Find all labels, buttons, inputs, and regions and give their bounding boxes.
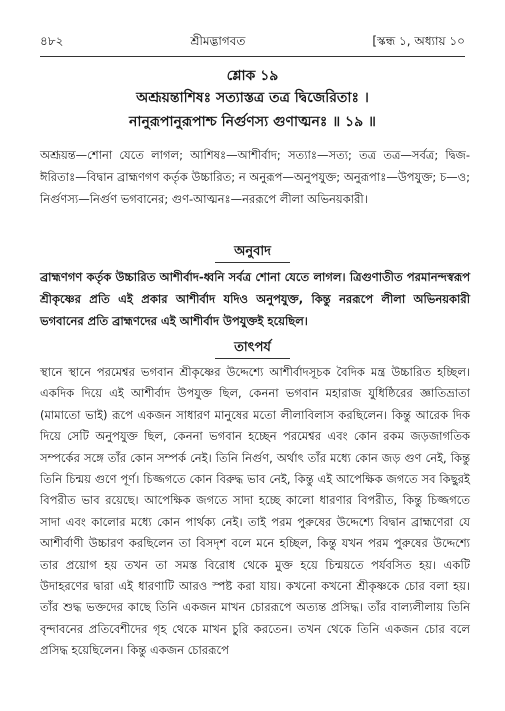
verse-title: শ্লোক ১৯ (226, 68, 279, 84)
book-title: শ্রীমদ্ভাগবত (190, 34, 246, 48)
translation-text: ব্রাহ্মণগণ কর্তৃক উচ্চারিত আশীর্বাদ-ধ্বনি সর্বত্র শোনা যেতে লাগল। ত্রিগুণাতীত পরমানন্দস্বরূপ শ্রীকৃষ্ণের প্রতি এই প্রকার আশীর্বাদ যদিও অনুপযুক্ত, কিন্তু নররূপে লীলা অভিনয়কারী ভগবানের প্রতি ব্রাহ্মণদের এই আশীর্বাদ উপযুক্তই হয়েছিল। (40, 270, 470, 328)
purport-heading: তাৎপর্য (234, 340, 271, 355)
page-number: ৪৮২ (40, 34, 64, 48)
word-synonyms: অশ্রূয়ন্ত—শোনা যেতে লাগল; আশিষঃ—আশীর্বাদ; সত্যাঃ—সত্য; তত্র তত্র—সর্বত্র; দ্বিজ-ঈরিতাঃ—বিদ্বান ব্রাহ্মণগণ কর্তৃক উচ্চারিত; ন অনুরূপ—অনুপযুক্ত; অনুরূপাঃ—উপযুক্ত; চ—ও; নির্গুণস্য—নির্গুণ ভগবানের; গুণ-আত্মনঃ—নররূপে লীলা অভিনয়কারী। (40, 148, 470, 206)
purport-heading-rule (215, 358, 290, 359)
translation-heading: অনুবাদ (234, 244, 271, 259)
verse-line-1: অশ্রূয়ন্তাশিষঃ সত্যাস্তত্র তত্র দ্বিজেরিতাঃ । (136, 90, 369, 106)
running-header (40, 33, 465, 53)
header-divider (40, 56, 465, 57)
verse-line-2: নানুরূপানুরূপাশ্চ নির্গুণস্য গুণাত্মনঃ ॥ ১৯ ॥ (129, 114, 376, 130)
purport-paragraph: স্থানে স্থানে পরমেশ্বর ভগবান শ্রীকৃষ্ণের উদ্দেশ্যে আশীর্বাদসূচক বৈদিক মন্ত্র উচ্চারিত হচ্ছিল। একদিক দিয়ে এই আশীর্বাদ উপযুক্ত ছিল, কেননা ভগবান মহারাজ যুধিষ্ঠিরের জ্ঞাতিভ্রাতা (মামাতো ভাই) রূপে একজন সাধারণ মানুষের মতো লীলাবিলাস করছিলেন। কিন্তু আরেক দিক দিয়ে সেটি অনুপযুক্ত ছিল, কেননা ভগবান হচ্ছেন পরমেশ্বর এবং কোন রকম জড়জাগতিক সম্পর্কের সঙ্গে তাঁর কোন সম্পর্ক নেই। তিনি নির্গুণ, অর্থাৎ তাঁর মধ্যে কোন জড় গুণ নেই, কিন্তু তিনি চিন্ময় গুণে পূর্ণ। চিজ্জগতে কোন বিরুদ্ধ ভাব নেই, কিন্তু এই আপেক্ষিক জগতে সব কিছুরই বিপরীত ভাব রয়েছে। আপেক্ষিক জগতে সাদা হচ্ছে কালো ধারণার বিপরীত, কিন্তু চিজ্জগতে সাদা এবং কালোর মধ্যে কোন পার্থক্য নেই। তাই পরম পুরুষের উদ্দেশ্যে বিদ্বান ব্রাহ্মণেরা যে আশীর্বাণী উচ্চারণ করছিলেন তা বিসদৃশ বলে মনে হচ্ছিল, কিন্তু যখন পরম পুরুষের উদ্দেশ্যে তার প্রয়োগ হয় তখন তা সমস্ত বিরোধ থেকে মুক্ত হয়ে চিন্ময়তে পর্যবসিত হয়। একটি উদাহরণের দ্বারা এই ধারণাটি আরও স্পষ্ট করা যায়। কখনো কখনো শ্রীকৃষ্ণকে চোর বলা হয়। তাঁর শুদ্ধ ভক্তদের কাছে তিনি একজন মাখন চোররূপে অত্যন্ত প্রসিদ্ধ। তাঁর বাল্যলীলায় তিনি বৃন্দাবনের প্রতিবেশীদের গৃহ থেকে মাখন চুরি করতেন। তখন থেকে তিনি একজন চোর বলে প্রসিদ্ধ হয়েছিলেন। কিন্তু একজন চোররূপে (40, 365, 470, 658)
purport-text (40, 362, 470, 662)
chapter-reference: [স্কন্ধ ১, অধ্যায় ১০ (372, 34, 465, 48)
translation-heading-rule (215, 262, 290, 263)
